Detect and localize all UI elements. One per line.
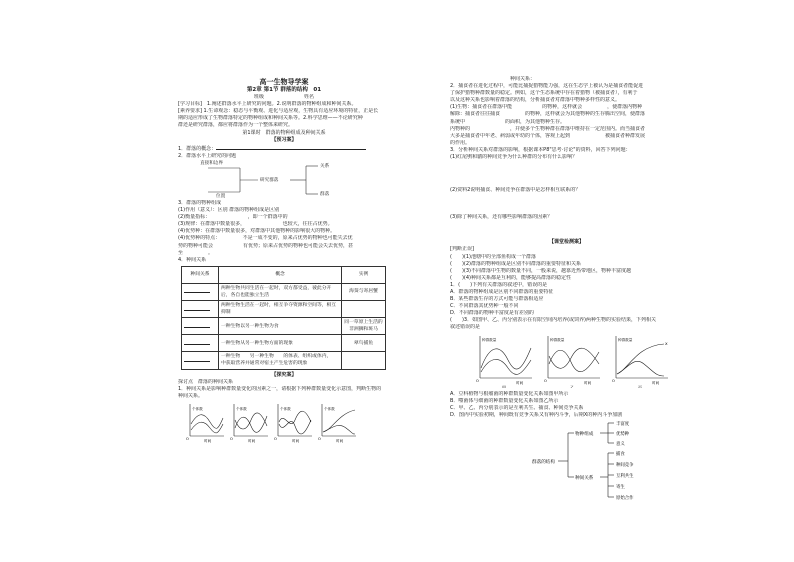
- graph-origin: O: [274, 436, 277, 441]
- table-cell: 海葵与寄居蟹: [342, 283, 386, 300]
- q2-line-5: 解除：捕食者往往捕食 的物种，这样就会为其他物种的生存腾出空间，使群落: [450, 111, 646, 118]
- graph-y-label: 个体数: [280, 406, 291, 411]
- q3-line-5: (4)优势种的特点： 不是一成不变的，原来占优势的物种也可能失去优: [178, 235, 353, 242]
- judge-item[interactable]: ( )(2)群落的物种组成是区别不同群落的重要特征和关系: [450, 260, 581, 267]
- table-cell-blank[interactable]: [182, 352, 219, 369]
- left-column: [178, 78, 390, 447]
- summary-branch-relations: 种间关系: [575, 476, 594, 481]
- q2-line-7: 内物种的 ，并使多个生物种群在群落中维持在一定范围内。而当捕食者: [450, 125, 646, 132]
- relation-graph-1: [186, 404, 224, 443]
- judge-item[interactable]: ( )(1)池塘中的全部鱼构成一个群落: [450, 253, 536, 260]
- answer-space[interactable]: [450, 194, 683, 214]
- table-row: [182, 300, 386, 317]
- relation-graph-3: [274, 404, 312, 443]
- research-diagram: [178, 160, 390, 200]
- graph-origin: O: [186, 436, 189, 441]
- q3-sub-3: (3)除了种间关系，还有哪些影响群落的因素？: [450, 214, 553, 221]
- q3-sub-2: (2)资料2说明捕食、种间竞争在群落中是怎样相互联系的？: [450, 187, 581, 194]
- judge-item[interactable]: ( )(3)不同群落中生物的数量不同，一般来说，越靠近热带地区，物种丰富度越: [450, 267, 631, 274]
- q3-line-7: 至 。: [178, 249, 214, 256]
- answer-space[interactable]: [450, 161, 683, 187]
- graph-x-label: 时间: [584, 380, 592, 385]
- graph-y-label: 种群数量: [482, 337, 497, 342]
- question-1: 1．群落的概念：: [178, 144, 390, 153]
- diagram-position-label: 位置: [216, 193, 226, 199]
- table-header-cell: 种间关系: [182, 266, 219, 283]
- question-3: 3．群落的物种组成: [178, 199, 222, 206]
- table-cell: 一种生物从另一种生物方面的现象: [219, 335, 342, 352]
- graph-bing: [612, 336, 668, 388]
- table-cell: 一种生物 另一种生物 的体表、组织或体内， 中获取营养并通常对宿主产生危害的现象: [219, 352, 342, 369]
- summary-tree: [450, 419, 683, 501]
- q3-line-3: (3)规律：在群落中数量很多， 也较大，往往占优势。: [178, 221, 333, 228]
- mc2-stem-1: ( )3．如图甲、乙、丙分别表示在有限空间内培养(或饲养)两种生物的实验结果，下列相关: [450, 317, 656, 324]
- graph-x-label: 时间: [652, 380, 660, 385]
- summary-branch-species: 物种组成: [575, 432, 594, 437]
- graph-origin: O: [230, 436, 233, 441]
- q3-sub-1: (1)红尾鸲和鹟的种间竞争为什么种群的分布有什么影响？: [450, 154, 578, 161]
- q2-line-8: 大多是捕食者中年老、病弱或年幼的个体，客观上起到 被捕食者种群发展: [450, 132, 646, 139]
- table-cell-blank[interactable]: [182, 283, 219, 300]
- graph-y-label: 个体数: [192, 406, 203, 411]
- experiment-graphs: [450, 332, 683, 388]
- relation-graphs: [178, 400, 390, 444]
- right-column: [450, 76, 683, 504]
- table-cell: 翠鸟捕鱼: [342, 335, 386, 352]
- graph-yi: [544, 336, 600, 388]
- summary-leaf: 丰富度: [616, 422, 630, 427]
- graph-origin: O: [544, 378, 547, 383]
- q2-line-6: 系统中 的面积，为其他物种生存。: [450, 118, 628, 125]
- table-row: [182, 335, 386, 352]
- preview-section-title: 【预习案】: [271, 136, 297, 143]
- summary-leaf: 寄生: [616, 485, 625, 490]
- table-header-row: [182, 266, 386, 283]
- summary-leaf: 优势种: [616, 432, 630, 437]
- table-row: [182, 283, 386, 300]
- check-section-title: 【课堂检测案】: [548, 239, 584, 246]
- mc1-stem: 1．( )下列有关群落的叙述中，错误的是: [450, 281, 548, 288]
- diagram-relation-label: 关系: [320, 163, 330, 169]
- q2-line-4: (1)生物：捕食者在群落中能 的物种，这样就会 ，使群落内物种: [450, 104, 643, 111]
- table-cell[interactable]: [342, 300, 386, 317]
- explore-point: 探讨点 群落的种间关系: [178, 378, 234, 385]
- table-cell: 两种生物共同生活在一起时，双方都受益，彼此分开后，各自也能独立生活: [219, 283, 342, 300]
- table-row: [182, 352, 386, 369]
- diagram-stage-label: 群落: [320, 191, 330, 197]
- summary-leaf: 互利共生: [616, 474, 634, 479]
- judge-title: [判断正误]: [450, 246, 474, 253]
- diagram-boundary-label: 直接和边界: [200, 160, 223, 166]
- mc1-option[interactable]: A．群落的物种组成是区别不同群落的重要特征: [450, 288, 554, 295]
- q3-line-1: (1)作用（意义）：区别 群落的物种组成是区别: [178, 207, 280, 214]
- table-row: [182, 318, 386, 335]
- graph-x-label: 时间: [248, 438, 256, 443]
- graph-origin: O: [476, 378, 479, 383]
- literacy-line-3: 群还是研究群落，都应将群落作为一个整体来研究。: [178, 122, 294, 129]
- relation-graph-4: [318, 404, 356, 443]
- graph-origin: O: [612, 378, 615, 383]
- explore-q1-line-2: 种间关系。: [178, 392, 204, 399]
- explore-q1-line-1: 1．种间关系是影响种群数量变化的因素之一，请根据下列种群数量变化示意图，判断生物的: [178, 385, 382, 392]
- table-cell: 两种生物生活在一起时，相互争夺资源和空间等，相互抑制: [219, 300, 342, 317]
- lesson-title: 第1课时 群落的物种组成及种间关系: [242, 129, 326, 136]
- q2-line-1: 2．捕食者在进化过程中，可能比捕捉猎物能力强，这在生态学上被认为是捕食者能促进: [450, 83, 644, 90]
- class-name-line: 班级 姓名: [253, 94, 314, 101]
- worksheet-header: 高一生物导学案: [259, 78, 309, 86]
- mc1-option[interactable]: C．不同群落其优势种一般不同: [450, 303, 519, 310]
- question-4: 4．种间关系: [178, 256, 207, 263]
- mc2-option[interactable]: B．噬菌体与细菌的种群数量变化关系如图乙所示: [450, 397, 559, 404]
- relation-graph-2: [230, 404, 268, 443]
- table-cell-blank[interactable]: [182, 300, 219, 317]
- summary-leaf: 种间竞争: [616, 463, 634, 468]
- q2-line-2: 了保护猎物种群数量的稳定。例如，这个生态系统中存在着猎物（被捕食者），有利于: [450, 90, 638, 97]
- right-top-label: 种间关系：: [510, 76, 536, 82]
- graph-jia: [476, 336, 532, 388]
- species-relation-table: [181, 266, 386, 370]
- graph-x-label: 时间: [336, 438, 344, 443]
- mc1-option[interactable]: B．某些群落生存的方式可能与群落相适应: [450, 296, 544, 303]
- graph-jia-label: 甲: [502, 384, 506, 388]
- literacy-line-2: 期的适应形成了生物群落特定的物种组成和种间关系等。2.科学思维——不论研究种: [178, 115, 363, 122]
- graph-x-label: 时间: [292, 438, 300, 443]
- graph-origin: O: [318, 436, 321, 441]
- mc2-option[interactable]: C．甲、乙、丙分别表示的是互利共生、捕食、种间竞争关系: [450, 404, 584, 411]
- summary-leaf: 原始合作: [616, 496, 634, 501]
- q3-line-4: (4)优势种：在群落中数量很多，对群落中其他物种的影响很大的物种。: [178, 228, 336, 235]
- explore-section-title: 【探究案】: [271, 371, 297, 378]
- graph-x-label: 时间: [516, 380, 524, 385]
- q2-line-9: 的作用。: [450, 139, 471, 146]
- q3-line-6: 势的物种可能会 有优势；原来占优势的物种也可能会失去优势，甚: [178, 242, 354, 249]
- literacy-line-1: [素养要求] 1.生命观念：稳态与平衡观、进化与适应观，生物具有适应环境的特征，正是长: [178, 108, 379, 115]
- graph-x-marker: X: [665, 340, 668, 346]
- table-header-cell: 实例: [342, 266, 386, 283]
- table-cell: 一种生物以另一种生物为食: [219, 318, 342, 335]
- graph-x-label: 时间: [204, 438, 212, 443]
- mc2-option[interactable]: D．图丙中实验初期，种间既有竞争关系又有种内斗争，后期X的种内斗争加剧: [450, 411, 623, 418]
- mc2-option[interactable]: A．豆科植物与根瘤菌的种群数量变化关系如图甲所示: [450, 390, 569, 397]
- graph-y-label: 个体数: [236, 406, 247, 411]
- diagram-center-label: 研究群落: [260, 177, 279, 183]
- q3-heading: 3．分析种间关系对群落的影响，根据课本P8"思考·讨论"的资料，回答下列问题：: [450, 146, 631, 153]
- question-2: 2．群落水平上研究的问题: [178, 152, 237, 159]
- summary-leaf: 意义: [616, 442, 625, 447]
- graph-y-label: 个体数: [324, 406, 335, 411]
- table-cell: 同一草原上生活的非洲狮和斑马: [342, 318, 386, 335]
- answer-space[interactable]: [450, 221, 683, 239]
- learning-goal: [学习目标] 1.阐述群落水平上研究的问题。2.说明群落的物种组成和种间关系。: [178, 101, 357, 108]
- mc2-stem-2: 叙述错误的是: [450, 324, 481, 331]
- judge-item[interactable]: ( )(4)种间关系都是互利的，能够提高群落的稳定性: [450, 274, 571, 281]
- graph-bing-label: 丙: [638, 384, 642, 388]
- graph-y-label: 种群数量: [550, 337, 565, 342]
- summary-root: 群落的结构: [532, 460, 555, 465]
- q3-line-2: (2)衡量指标： ，即一个群落中的: [178, 214, 288, 221]
- chapter-title: 第2章 第1节 群落的结构 01: [246, 87, 322, 93]
- table-cell-blank[interactable]: [182, 318, 219, 335]
- mc1-option[interactable]: D．不同群落的物种丰富度是有差别的: [450, 310, 534, 317]
- summary-leaf: 捕食: [616, 452, 625, 457]
- table-cell[interactable]: [342, 352, 386, 369]
- graph-y-label: 种群数量: [618, 337, 633, 342]
- graph-yi-label: 乙: [570, 384, 574, 388]
- table-header-cell: 概念: [219, 266, 342, 283]
- q2-line-3: 以及这种关系也影响着群落的结构，分析捕食者对群落中物种多样性的意义。: [450, 97, 621, 104]
- answer-blank[interactable]: [216, 144, 366, 150]
- table-cell-blank[interactable]: [182, 335, 219, 352]
